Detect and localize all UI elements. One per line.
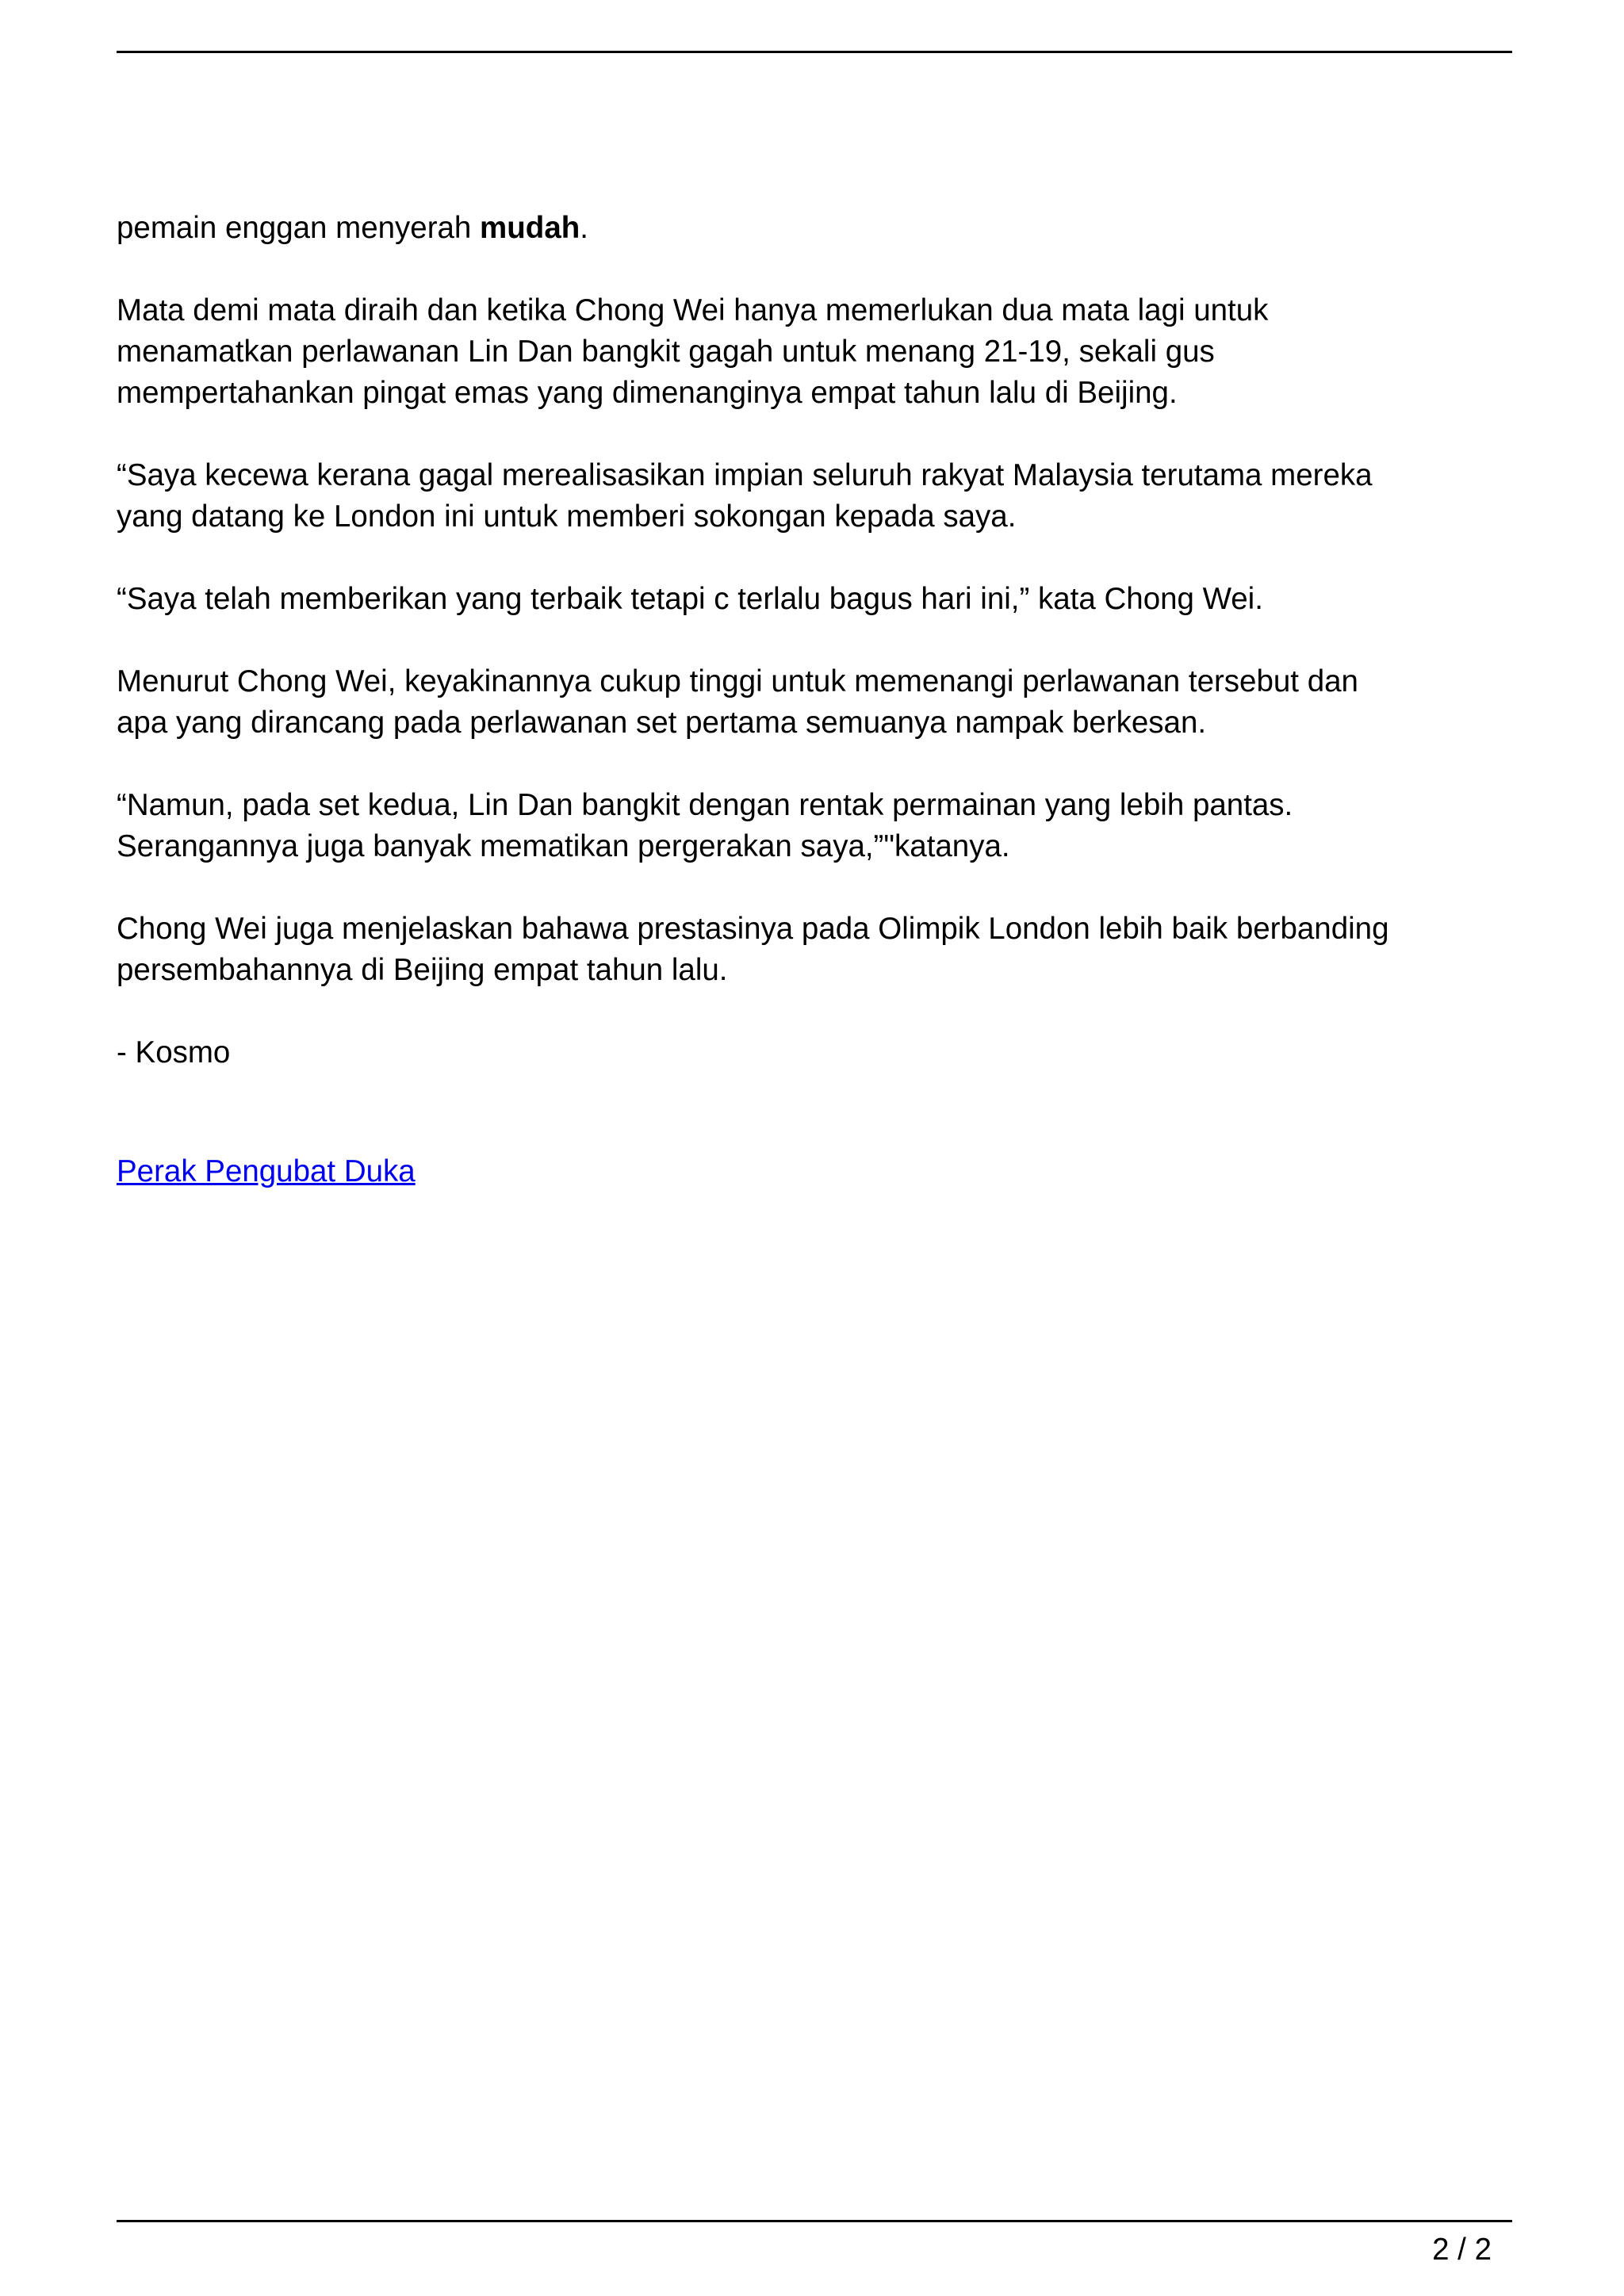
source-credit: - Kosmo: [117, 1035, 231, 1070]
paragraph-line: yang datang ke London ini untuk memberi sokongan kepada saya.: [117, 499, 1017, 534]
paragraph-line: apa yang dirancang pada perlawanan set pertama semuanya nampak berkesan.: [117, 706, 1207, 740]
article-paragraph-1: [117, 208, 1512, 249]
paragraph-line: “Saya kecewa kerana gagal merealisasikan impian seluruh rakyat Malaysia terutama mereka: [117, 458, 1373, 492]
paragraph-line: Serangannya juga banyak mematikan pergerakan saya,”"katanya.: [117, 829, 1010, 863]
article-paragraph-3: [117, 455, 1512, 538]
paragraph-line: “Saya telah memberikan yang terbaik tetapi c terlalu bagus hari ini,” kata Chong Wei.: [117, 582, 1263, 616]
paragraph-end: .: [580, 211, 588, 245]
related-article-link[interactable]: Perak Pengubat Duka: [117, 1154, 416, 1188]
paragraph-text: pemain enggan menyerah: [117, 211, 481, 245]
related-article: [117, 1151, 416, 1192]
paragraph-line: menamatkan perlawanan Lin Dan bangkit gagah untuk menang 21-19, sekali gus: [117, 335, 1215, 369]
paragraph-line: mempertahankan pingat emas yang dimenanginya empat tahun lalu di Beijing.: [117, 376, 1178, 410]
article-paragraph-6: [117, 785, 1512, 867]
article-paragraph-4: [117, 579, 1512, 620]
page-number: 2 / 2: [1432, 2233, 1492, 2267]
paragraph-line: Mata demi mata diraih dan ketika Chong Wei hanya memerlukan dua mata lagi untuk: [117, 293, 1269, 327]
paragraph-line: Chong Wei juga menjelaskan bahawa prestasinya pada Olimpik London lebih baik berbanding: [117, 912, 1389, 946]
paragraph-line: Menurut Chong Wei, keyakinannya cukup tinggi untuk memenangi perlawanan tersebut dan: [117, 664, 1358, 698]
article-body: [117, 208, 1512, 1115]
footer-rule: [117, 2220, 1512, 2222]
header-rule: [117, 51, 1512, 53]
bold-word: mudah: [480, 211, 580, 245]
article-paragraph-2: [117, 290, 1512, 414]
article-paragraph-5: [117, 661, 1512, 744]
article-source: [117, 1032, 1512, 1073]
article-paragraph-7: [117, 909, 1512, 991]
paragraph-line: “Namun, pada set kedua, Lin Dan bangkit dengan rentak permainan yang lebih pantas.: [117, 788, 1293, 822]
paragraph-line: persembahannya di Beijing empat tahun lalu.: [117, 953, 728, 987]
